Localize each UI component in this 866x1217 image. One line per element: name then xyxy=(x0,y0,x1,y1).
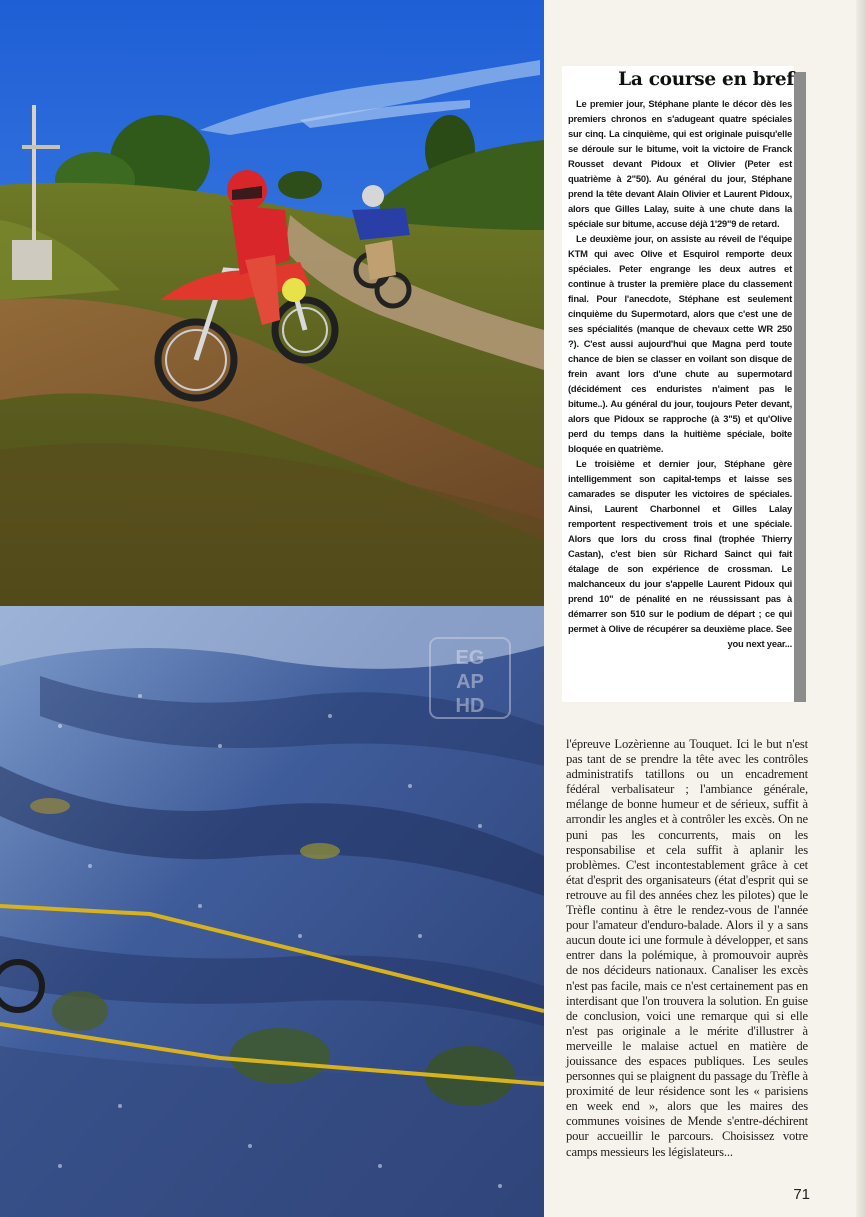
sidebar-paragraph-3: Le troisième et dernier jour, Stéphane gère intelligemment son capital-temps et laisse ses camarades se disputer les victoires de spéciales. Ainsi, Laurent Charbonnel et Gilles Lalay remportent respectivement trois et une spéciale. Alors que lors du cross final (trophée Thierry Castan), c'est bien sûr Richard Sainct qui fait étalage de son expérience de crossman. Le malchanceux du jour s'appelle Laurent Pidoux qui prend 10" de pénalité en ne réussissant pas à démarrer son 510 sur le podium de départ ; ce qui permet à Olive de récupérer sa deuxième place. See you next year... xyxy=(568,458,792,649)
riders-trail-illustration xyxy=(0,0,544,606)
sidebar-box xyxy=(562,66,794,702)
sidebar-shadow xyxy=(794,72,806,702)
page-edge xyxy=(856,0,866,1217)
article-body xyxy=(566,737,808,1160)
watermark-graphic xyxy=(428,636,512,720)
page-number: 71 xyxy=(793,1186,810,1203)
sidebar-paragraph-1: Le premier jour, Stéphane plante le décor dès les premiers chronos en s'adugeant quatre spéciales sur cinq. La cinquième, qui est originale puisqu'elle se déroule sur le bitume, voit la victoire de Franck Rousset devant Pidoux et Olivier (Peter est quatrième à 2"50). Au général du jour, Stéphane prend la tête devant Alain Olivier et Laurent Pidoux, alors que Gilles Lalay, suite à une chute dans la spéciale sur bitume, accuse déjà 1'29"9 de retard. xyxy=(568,98,792,229)
watermark-logo xyxy=(428,636,512,720)
watermark-line3: HD xyxy=(455,695,485,717)
sidebar-paragraph-2: Le deuxième jour, on assiste au réveil de l'équipe KTM qui avec Olive et Esquirol remporte deux spéciales. Peter engrange les deux autres et continue à truster la première place du classement final. Pour l'anecdote, Stéphane est seulement cinquième du Supermotard, alors que c'est une de ses spécialités (manque de chevaux cette WR 250 ?). C'est aussi aujourd'hui que Magna perd toute chance de bien se classer en voilant son disque de frein avant lors d'une chute au supermotard (décidément ces enduristes n'aiment pas le bitume..). Au général du jour, toujours Peter devant, alors que Pidoux se rapproche (à 3"5) et qu'Olive perd du temps dans la huitième spéciale, boîte bloquée en quatrième. xyxy=(568,233,792,454)
watermark-line2: AP xyxy=(456,671,484,693)
watermark-line1: EG xyxy=(455,647,485,669)
sidebar-text xyxy=(568,96,792,651)
sidebar-title: La course en bref xyxy=(618,69,794,90)
article-paragraph: l'épreuve Lozèrienne au Touquet. Ici le but n'est pas tant de se prendre la tête avec les contrôles administratifs tatillons ou un encadrement fédéral verbalisateur ; l'ambiance générale, mélange de bonne humeur et de sérieux, suffit à arrondir les angles et à contrôler les excès. On ne puni pas les concurrents, mais on les responsabilise et cela suffit à aplanir les problèmes. C'est incontestablement grâce à cet état d'esprit des organisateurs (état d'esprit qui se retrouve au fil des années chez les pilotes) que le Trèfle continu à être le rendez-vous de l'année pour l'amateur d'enduro-balade. Alors il y a sans aucun doute ici une formule à développer, et sans entrer dans la polémique, à promouvoir auprès de nos décideurs nationaux. Canaliser les excès n'est pas facile, mais ce n'est certainement pas en interdisant que l'on trouvera la solution. En guise de conclusion, voici une remarque qui si elle n'est pas originale a le mérite d'illustrer à merveille le malaise actuel en matière de jouissance des espaces publiques. Les seules personnes qui se plaignent du passage du Trèfle à proximité de leur résidence sont les « parisiens en week end », alors que les maires des communes voisines de Mende s'entre-déchirent pour accueillir le parcours. Choisissez votre camps messieurs les législateurs... xyxy=(566,737,808,1159)
photo-riders-on-trail xyxy=(0,0,544,606)
